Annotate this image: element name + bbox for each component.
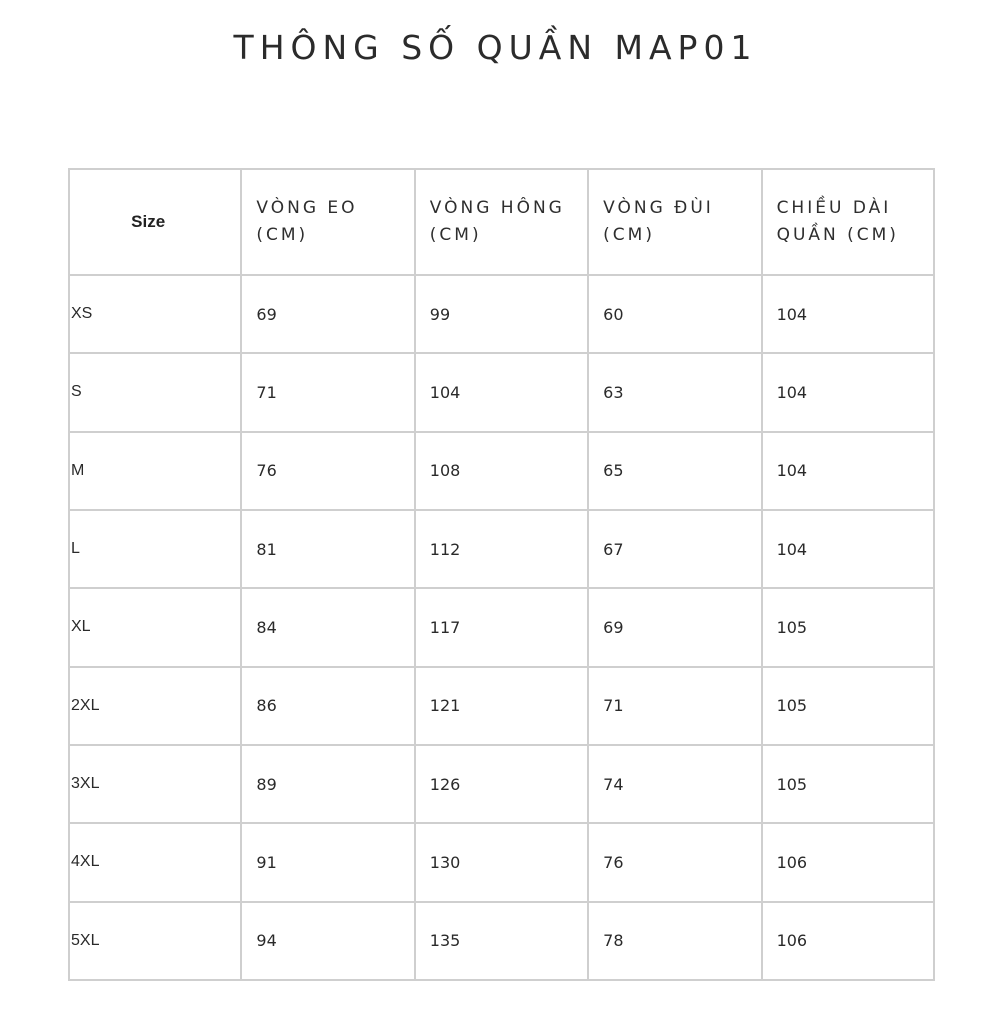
thigh-cell: 76 <box>588 823 761 901</box>
header-waist: VÒNG EO (CM) <box>241 169 414 275</box>
waist-cell: 84 <box>241 588 414 666</box>
hip-cell: 108 <box>415 432 588 510</box>
thigh-cell: 74 <box>588 745 761 823</box>
thigh-cell: 65 <box>588 432 761 510</box>
size-cell: S <box>69 353 241 431</box>
header-hip: VÒNG HÔNG (CM) <box>415 169 588 275</box>
length-cell: 106 <box>762 902 934 980</box>
thigh-cell: 71 <box>588 667 761 745</box>
header-pants-length: CHIỀU DÀI QUẦN (CM) <box>762 169 934 275</box>
length-cell: 104 <box>762 432 934 510</box>
waist-cell: 91 <box>241 823 414 901</box>
table-row <box>69 275 934 353</box>
thigh-cell: 67 <box>588 510 761 588</box>
size-cell: M <box>69 432 241 510</box>
length-cell: 104 <box>762 275 934 353</box>
table-row <box>69 902 934 980</box>
table-row <box>69 823 934 901</box>
hip-cell: 117 <box>415 588 588 666</box>
table-header-row <box>69 169 934 275</box>
table-row <box>69 353 934 431</box>
length-cell: 105 <box>762 667 934 745</box>
thigh-cell: 60 <box>588 275 761 353</box>
table-row <box>69 510 934 588</box>
thigh-cell: 78 <box>588 902 761 980</box>
hip-cell: 135 <box>415 902 588 980</box>
length-cell: 105 <box>762 588 934 666</box>
header-size: Size <box>69 169 241 275</box>
waist-cell: 86 <box>241 667 414 745</box>
hip-cell: 99 <box>415 275 588 353</box>
hip-cell: 126 <box>415 745 588 823</box>
size-chart-table <box>68 168 935 981</box>
hip-cell: 130 <box>415 823 588 901</box>
size-cell: XL <box>69 588 241 666</box>
waist-cell: 76 <box>241 432 414 510</box>
waist-cell: 71 <box>241 353 414 431</box>
length-cell: 106 <box>762 823 934 901</box>
length-cell: 105 <box>762 745 934 823</box>
hip-cell: 104 <box>415 353 588 431</box>
size-cell: 4XL <box>69 823 241 901</box>
table-row <box>69 588 934 666</box>
size-cell: XS <box>69 275 241 353</box>
table-row <box>69 667 934 745</box>
size-cell: 2XL <box>69 667 241 745</box>
table-row <box>69 745 934 823</box>
header-thigh: VÒNG ĐÙI (CM) <box>588 169 761 275</box>
size-cell: 5XL <box>69 902 241 980</box>
thigh-cell: 63 <box>588 353 761 431</box>
waist-cell: 94 <box>241 902 414 980</box>
table-row <box>69 432 934 510</box>
thigh-cell: 69 <box>588 588 761 666</box>
length-cell: 104 <box>762 510 934 588</box>
hip-cell: 121 <box>415 667 588 745</box>
waist-cell: 81 <box>241 510 414 588</box>
hip-cell: 112 <box>415 510 588 588</box>
length-cell: 104 <box>762 353 934 431</box>
waist-cell: 69 <box>241 275 414 353</box>
size-cell: L <box>69 510 241 588</box>
waist-cell: 89 <box>241 745 414 823</box>
size-cell: 3XL <box>69 745 241 823</box>
page-title: THÔNG SỐ QUẦN MAP01 <box>233 28 758 67</box>
